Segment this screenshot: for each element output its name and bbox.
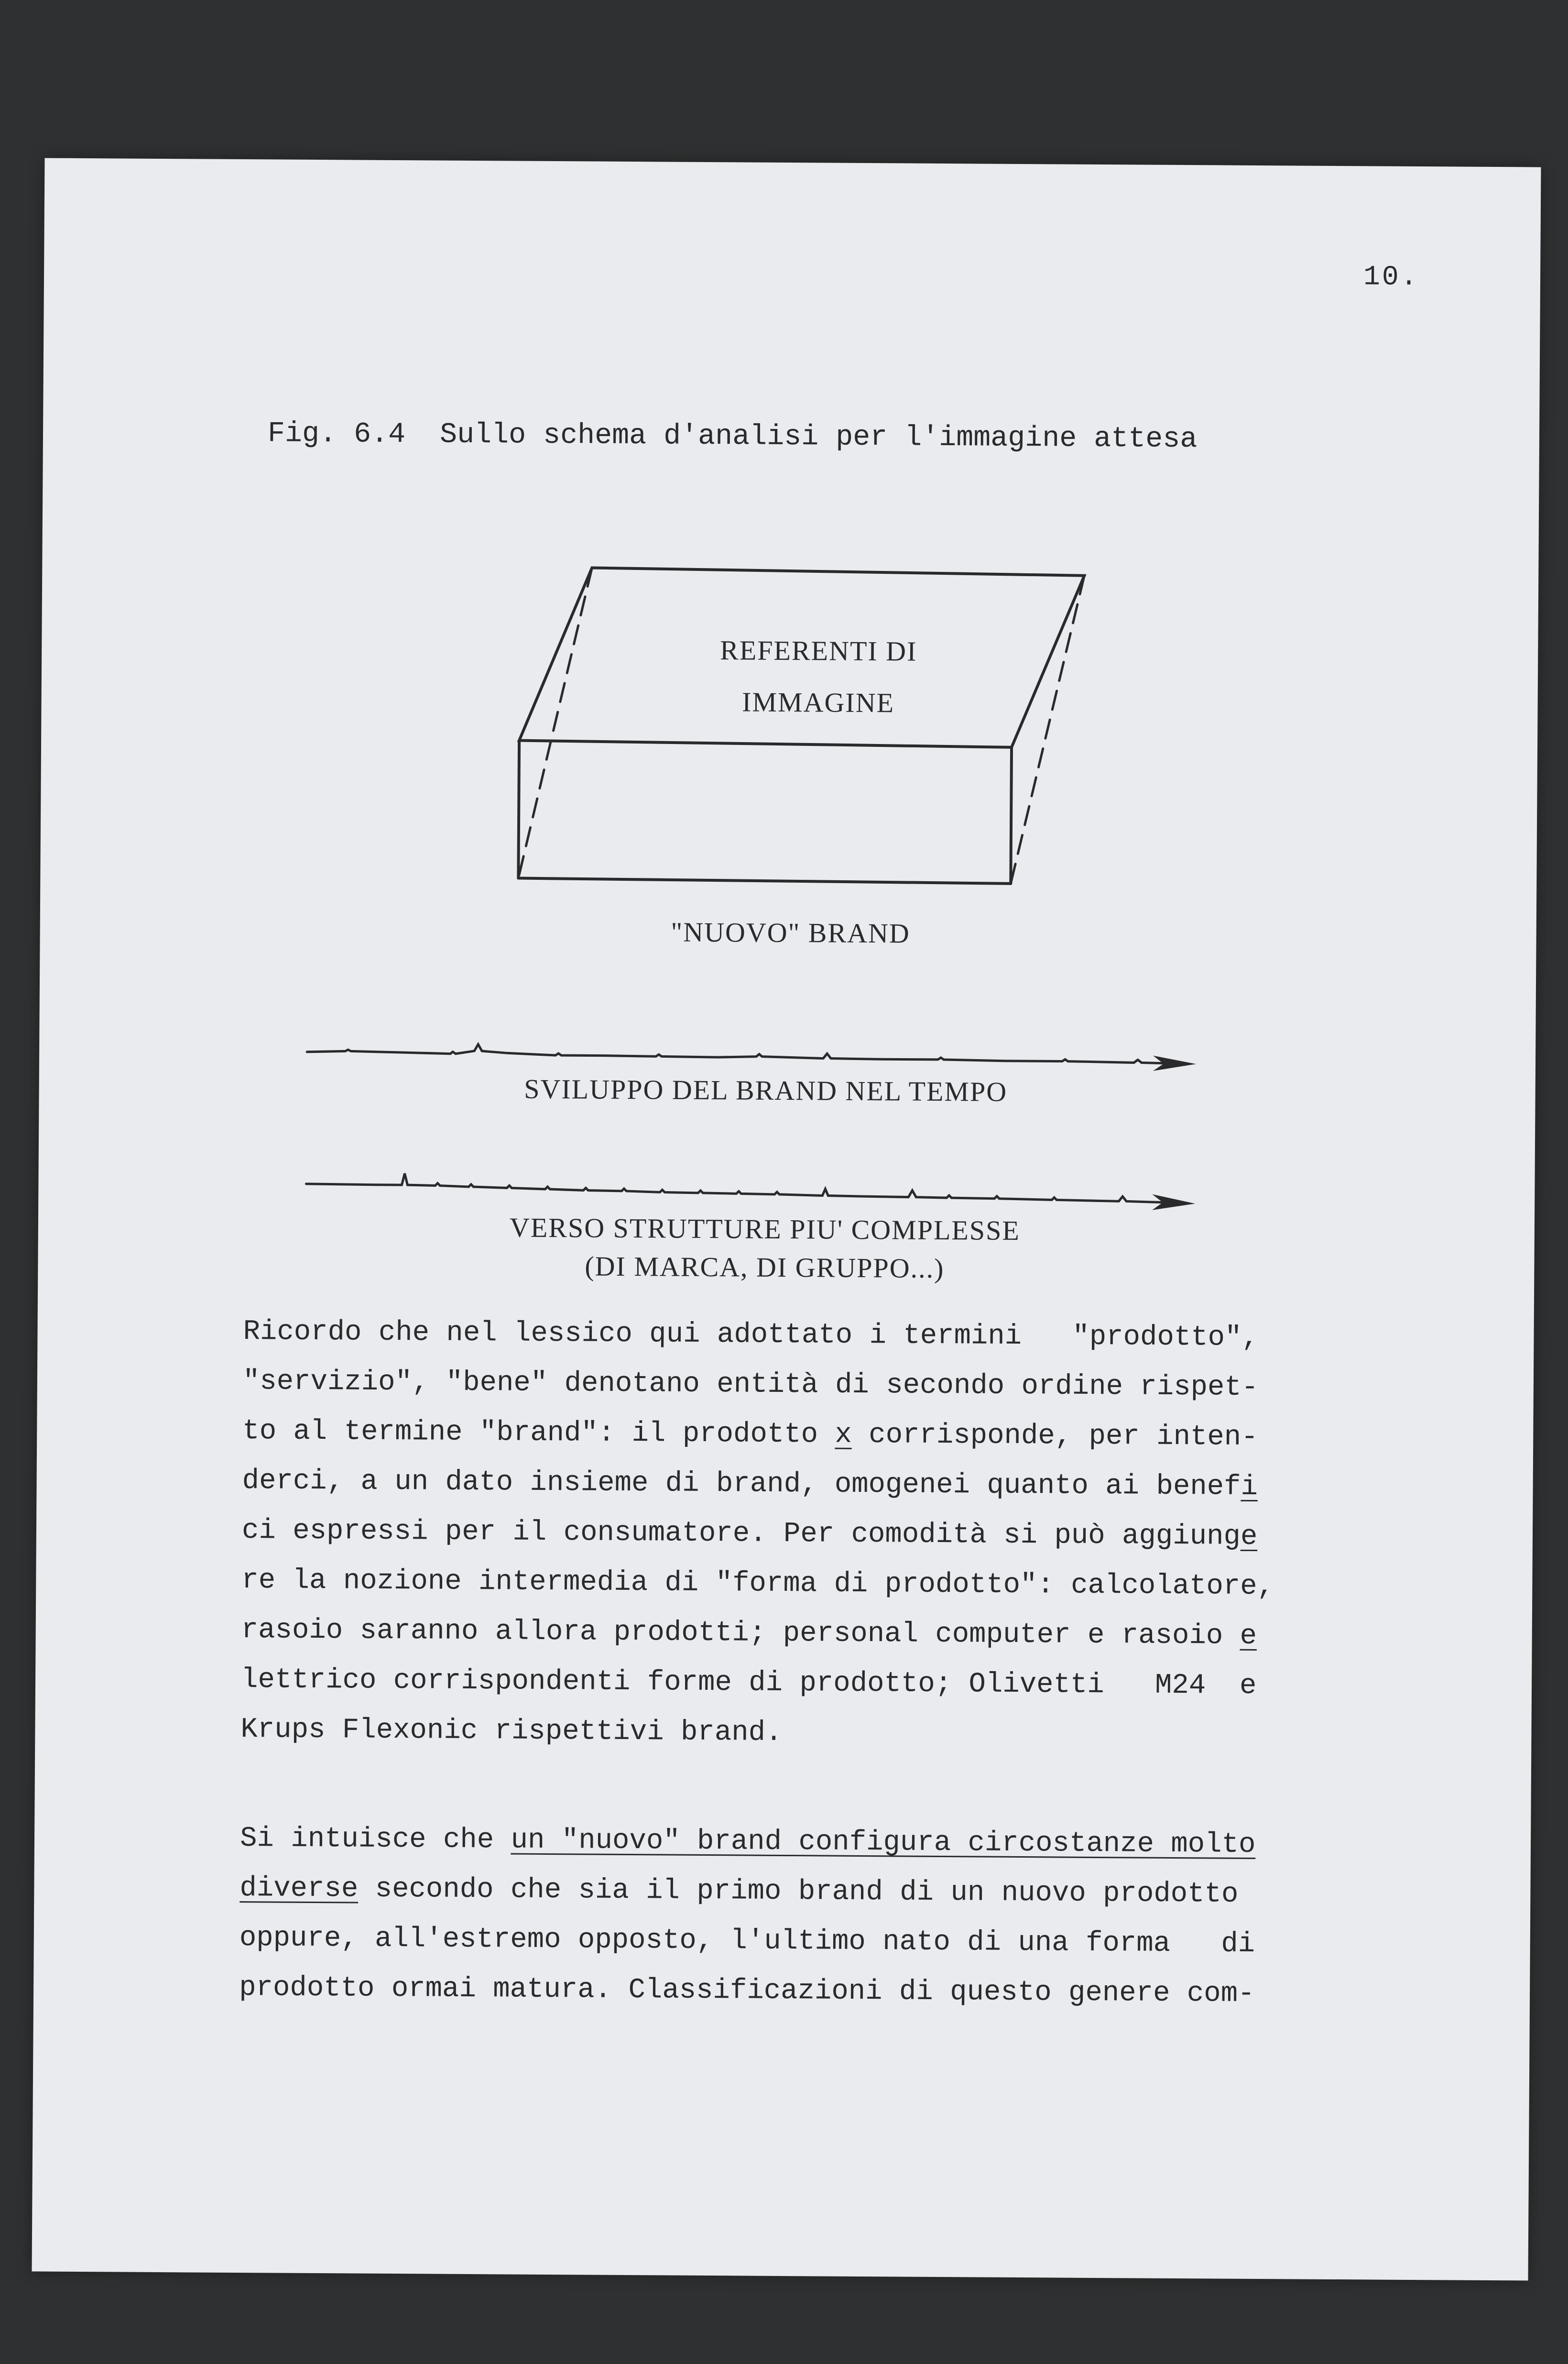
box-hidden-right-edge — [1011, 575, 1084, 884]
box-front-left-edge — [518, 741, 519, 878]
arrow-2-label-line2: (DI MARCA, DI GRUPPO...) — [585, 1250, 945, 1284]
underlined-text: e — [1240, 1520, 1258, 1553]
text-line — [242, 1456, 1328, 1512]
text-line: "servizio", "bene" denotano entità di secondo ordine rispet- — [242, 1365, 1259, 1404]
box-label-line1: REFERENTI DI — [719, 635, 917, 667]
text-segment: rasoio saranno allora prodotti; personal computer e rasoio — [241, 1614, 1240, 1652]
box-hidden-left-edge — [518, 568, 592, 879]
text-segment: secondo che sia il primo brand di un nuovo prodotto — [358, 1872, 1239, 1910]
text-line — [241, 1605, 1327, 1662]
text-line: Ricordo che nel lessico qui adottato i termini "prodotto", — [243, 1315, 1259, 1354]
underlined-text: i — [1241, 1470, 1258, 1503]
paragraph-2 — [239, 1814, 1325, 2019]
page-number: 10. — [1363, 262, 1419, 294]
box-front-right-edge — [1011, 747, 1012, 884]
arrow-2-line — [306, 1173, 1166, 1203]
text-line: oppure, all'estremo opposto, l'ultimo nato di una forma di — [239, 1922, 1255, 1960]
text-line — [240, 1814, 1326, 1870]
text-line: lettrico corrispondenti forme di prodotto; Olivetti M24 e — [240, 1664, 1257, 1702]
text-segment: corrisponde, per inten- — [851, 1418, 1258, 1454]
underlined-text: un "nuovo" brand configura circostanze molto — [511, 1824, 1256, 1861]
text-segment: Si intuisce che — [240, 1822, 511, 1856]
box-label-line2: IMMAGINE — [741, 686, 895, 719]
text-segment: derci, a un dato insieme di brand, omogenei quanto ai benef — [242, 1465, 1241, 1503]
text-line — [240, 1863, 1325, 1920]
underlined-text: x — [835, 1418, 852, 1451]
underlined-text: diverse — [240, 1872, 359, 1905]
underlined-text: e — [1240, 1620, 1257, 1653]
arrow-2-label-line1: VERSO STRUTTURE PIU' COMPLESSE — [509, 1212, 1021, 1246]
text-line: prodotto ormai matura. Classificazioni di questo genere com- — [239, 1971, 1255, 2010]
figure-caption: Fig. 6.4 Sullo schema d'analisi per l'immagine attesa — [267, 417, 1198, 456]
arrow-1-line — [307, 1043, 1167, 1063]
document-page — [32, 158, 1541, 2280]
text-line: re la nozione intermedia di "forma di prodotto": calcolatore, — [241, 1564, 1274, 1603]
box-front-bottom-edge — [518, 878, 1011, 884]
paragraph-1 — [240, 1307, 1328, 1761]
text-line — [242, 1406, 1328, 1463]
text-line — [242, 1506, 1328, 1562]
text-line: Krups Flexonic rispettivi brand. — [240, 1713, 783, 1749]
arrow-1-label: SVILUPPO DEL BRAND NEL TEMPO — [524, 1073, 1008, 1107]
box-bottom-label: "NUOVO" BRAND — [671, 916, 911, 949]
text-segment: to al termine "brand": il prodotto — [242, 1415, 835, 1451]
text-segment: ci espressi per il consumatore. Per comodità si può aggiung — [241, 1514, 1241, 1553]
